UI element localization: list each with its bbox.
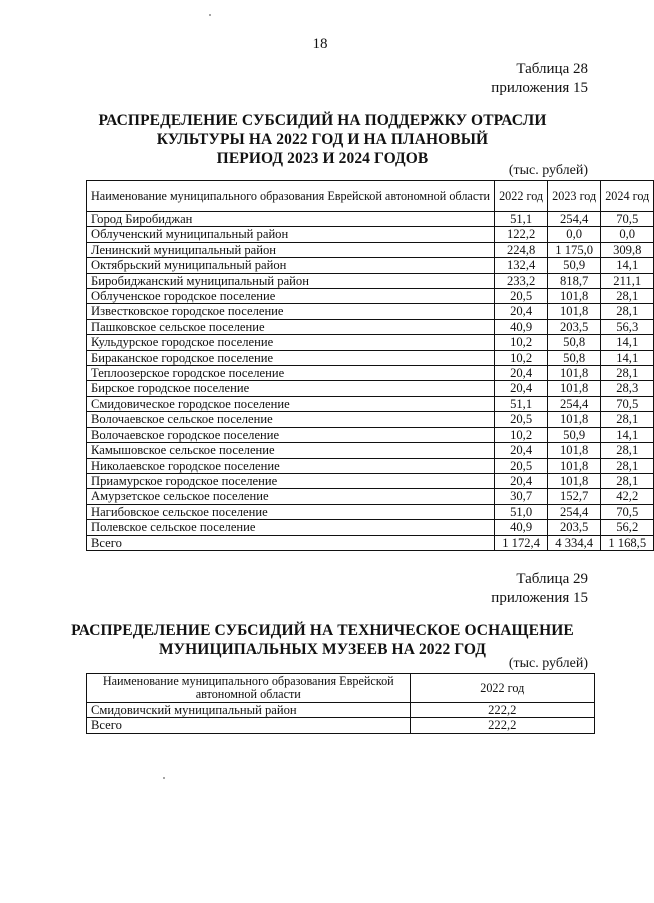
cell-value: 101,8 — [548, 289, 601, 304]
header-2023: 2023 год — [548, 181, 601, 212]
cell-value: 152,7 — [548, 489, 601, 504]
subsidy-culture-table — [86, 180, 654, 551]
table-row — [87, 504, 654, 519]
cell-value: 14,1 — [601, 350, 654, 365]
cell-value: 101,8 — [548, 381, 601, 396]
cell-value: 222,2 — [410, 718, 594, 733]
table-row — [87, 304, 654, 319]
cell-municipality: Амурзетское сельское поселение — [87, 489, 495, 504]
cell-value: 20,4 — [495, 304, 548, 319]
table29-title — [60, 621, 585, 659]
cell-value: 203,5 — [548, 520, 601, 535]
cell-value: 56,3 — [601, 319, 654, 334]
cell-municipality: Пашковское сельское поселение — [87, 319, 495, 334]
cell-value: 42,2 — [601, 489, 654, 504]
table-header-row — [87, 181, 654, 212]
table-row — [87, 535, 654, 550]
cell-municipality: Город Биробиджан — [87, 212, 495, 227]
cell-municipality: Волочаевское городское поселение — [87, 427, 495, 442]
cell-value: 203,5 — [548, 319, 601, 334]
cell-value: 233,2 — [495, 273, 548, 288]
table-row — [87, 350, 654, 365]
cell-municipality: Волочаевское сельское поселение — [87, 412, 495, 427]
title-line: КУЛЬТУРЫ НА 2022 ГОД И НА ПЛАНОВЫЙ — [156, 131, 489, 148]
table29-annex: приложения 15 — [491, 590, 588, 606]
table-body — [87, 703, 595, 734]
cell-municipality: Николаевское городское поселение — [87, 458, 495, 473]
cell-value: 20,5 — [495, 412, 548, 427]
table-row — [87, 412, 654, 427]
cell-value: 51,1 — [495, 396, 548, 411]
cell-value: 28,1 — [601, 412, 654, 427]
table28-units: (тыс. рублей) — [508, 163, 588, 178]
cell-municipality: Бираканское городское поселение — [87, 350, 495, 365]
cell-value: 20,5 — [495, 458, 548, 473]
cell-value: 40,9 — [495, 319, 548, 334]
cell-value: 10,2 — [495, 335, 548, 350]
table-row — [87, 227, 654, 242]
title-line: ПЕРИОД 2023 И 2024 ГОДОВ — [216, 150, 429, 167]
cell-value: 1 172,4 — [495, 535, 548, 550]
table-row — [87, 381, 654, 396]
title-line: РАСПРЕДЕЛЕНИЕ СУБСИДИЙ НА ПОДДЕРЖКУ ОТРАСЛИ — [98, 112, 547, 129]
table-row — [87, 473, 654, 488]
cell-municipality: Биробиджанский муниципальный район — [87, 273, 495, 288]
cell-value: 101,8 — [548, 458, 601, 473]
scan-speck — [163, 777, 165, 779]
cell-value: 309,8 — [601, 242, 654, 257]
cell-value: 14,1 — [601, 427, 654, 442]
cell-municipality: Известковское городское поселение — [87, 304, 495, 319]
cell-value: 101,8 — [548, 443, 601, 458]
cell-value: 132,4 — [495, 258, 548, 273]
table-row — [87, 489, 654, 504]
cell-value: 28,1 — [601, 289, 654, 304]
cell-value: 51,1 — [495, 212, 548, 227]
cell-value: 254,4 — [548, 396, 601, 411]
table-row — [87, 458, 654, 473]
page-number: 18 — [312, 36, 328, 52]
cell-value: 254,4 — [548, 504, 601, 519]
cell-municipality: Всего — [87, 718, 411, 733]
table28-label: Таблица 28 — [516, 61, 588, 77]
cell-value: 101,8 — [548, 412, 601, 427]
cell-value: 20,5 — [495, 289, 548, 304]
table-row — [87, 319, 654, 334]
cell-municipality: Кульдурское городское поселение — [87, 335, 495, 350]
scan-speck — [209, 14, 211, 16]
cell-value: 101,8 — [548, 304, 601, 319]
table-row — [87, 520, 654, 535]
table-row — [87, 289, 654, 304]
cell-value: 0,0 — [548, 227, 601, 242]
cell-value: 20,4 — [495, 473, 548, 488]
cell-municipality: Смидовическое городское поселение — [87, 396, 495, 411]
cell-value: 20,4 — [495, 443, 548, 458]
cell-value: 14,1 — [601, 335, 654, 350]
table-row — [87, 703, 595, 718]
cell-municipality: Облученский муниципальный район — [87, 227, 495, 242]
table-header-row — [87, 674, 595, 703]
cell-value: 28,1 — [601, 366, 654, 381]
cell-municipality: Всего — [87, 535, 495, 550]
cell-value: 1 175,0 — [548, 242, 601, 257]
cell-value: 222,2 — [410, 703, 594, 718]
cell-value: 28,1 — [601, 458, 654, 473]
cell-value: 70,5 — [601, 504, 654, 519]
table29-units: (тыс. рублей) — [508, 656, 588, 671]
cell-value: 224,8 — [495, 242, 548, 257]
cell-municipality: Камышовское сельское поселение — [87, 443, 495, 458]
cell-value: 70,5 — [601, 212, 654, 227]
cell-value: 14,1 — [601, 258, 654, 273]
cell-value: 28,1 — [601, 473, 654, 488]
cell-municipality: Теплоозерское городское поселение — [87, 366, 495, 381]
cell-value: 10,2 — [495, 350, 548, 365]
subsidy-museum-table — [86, 673, 595, 734]
cell-value: 28,1 — [601, 443, 654, 458]
table-row — [87, 242, 654, 257]
header-2022: 2022 год — [410, 674, 594, 703]
cell-value: 70,5 — [601, 396, 654, 411]
table-row — [87, 212, 654, 227]
header-municipality: Наименование муниципального образования Еврейской автономной области — [87, 674, 411, 703]
table-row — [87, 396, 654, 411]
cell-value: 1 168,5 — [601, 535, 654, 550]
cell-value: 56,2 — [601, 520, 654, 535]
cell-value: 10,2 — [495, 427, 548, 442]
title-line: МУНИЦИПАЛЬНЫХ МУЗЕЕВ НА 2022 ГОД — [158, 641, 487, 658]
table-row — [87, 273, 654, 288]
cell-value: 30,7 — [495, 489, 548, 504]
cell-value: 254,4 — [548, 212, 601, 227]
header-2022: 2022 год — [495, 181, 548, 212]
cell-municipality: Полевское сельское поселение — [87, 520, 495, 535]
cell-municipality: Облученское городское поселение — [87, 289, 495, 304]
cell-value: 51,0 — [495, 504, 548, 519]
cell-value: 50,8 — [548, 350, 601, 365]
table-row — [87, 718, 595, 733]
table-row — [87, 366, 654, 381]
header-municipality: Наименование муниципального образования Еврейской автономной области — [87, 181, 495, 212]
table-body — [87, 212, 654, 551]
cell-value: 211,1 — [601, 273, 654, 288]
table-row — [87, 427, 654, 442]
cell-value: 0,0 — [601, 227, 654, 242]
table-row — [87, 335, 654, 350]
cell-value: 50,8 — [548, 335, 601, 350]
cell-value: 818,7 — [548, 273, 601, 288]
cell-value: 28,1 — [601, 304, 654, 319]
table29-label: Таблица 29 — [516, 571, 588, 587]
title-line: РАСПРЕДЕЛЕНИЕ СУБСИДИЙ НА ТЕХНИЧЕСКОЕ ОСНАЩЕНИЕ — [71, 622, 574, 639]
cell-municipality: Приамурское городское поселение — [87, 473, 495, 488]
table-row — [87, 258, 654, 273]
cell-municipality: Бирское городское поселение — [87, 381, 495, 396]
cell-value: 50,9 — [548, 258, 601, 273]
cell-value: 50,9 — [548, 427, 601, 442]
table28-annex: приложения 15 — [491, 80, 588, 96]
cell-municipality: Октябрьский муниципальный район — [87, 258, 495, 273]
cell-value: 20,4 — [495, 381, 548, 396]
cell-value: 20,4 — [495, 366, 548, 381]
cell-value: 101,8 — [548, 366, 601, 381]
cell-value: 4 334,4 — [548, 535, 601, 550]
table28-title — [60, 111, 585, 168]
cell-value: 122,2 — [495, 227, 548, 242]
header-2024: 2024 год — [601, 181, 654, 212]
cell-municipality: Ленинский муниципальный район — [87, 242, 495, 257]
cell-municipality: Смидовичский муниципальный район — [87, 703, 411, 718]
table-row — [87, 443, 654, 458]
cell-municipality: Нагибовское сельское поселение — [87, 504, 495, 519]
cell-value: 40,9 — [495, 520, 548, 535]
cell-value: 28,3 — [601, 381, 654, 396]
cell-value: 101,8 — [548, 473, 601, 488]
